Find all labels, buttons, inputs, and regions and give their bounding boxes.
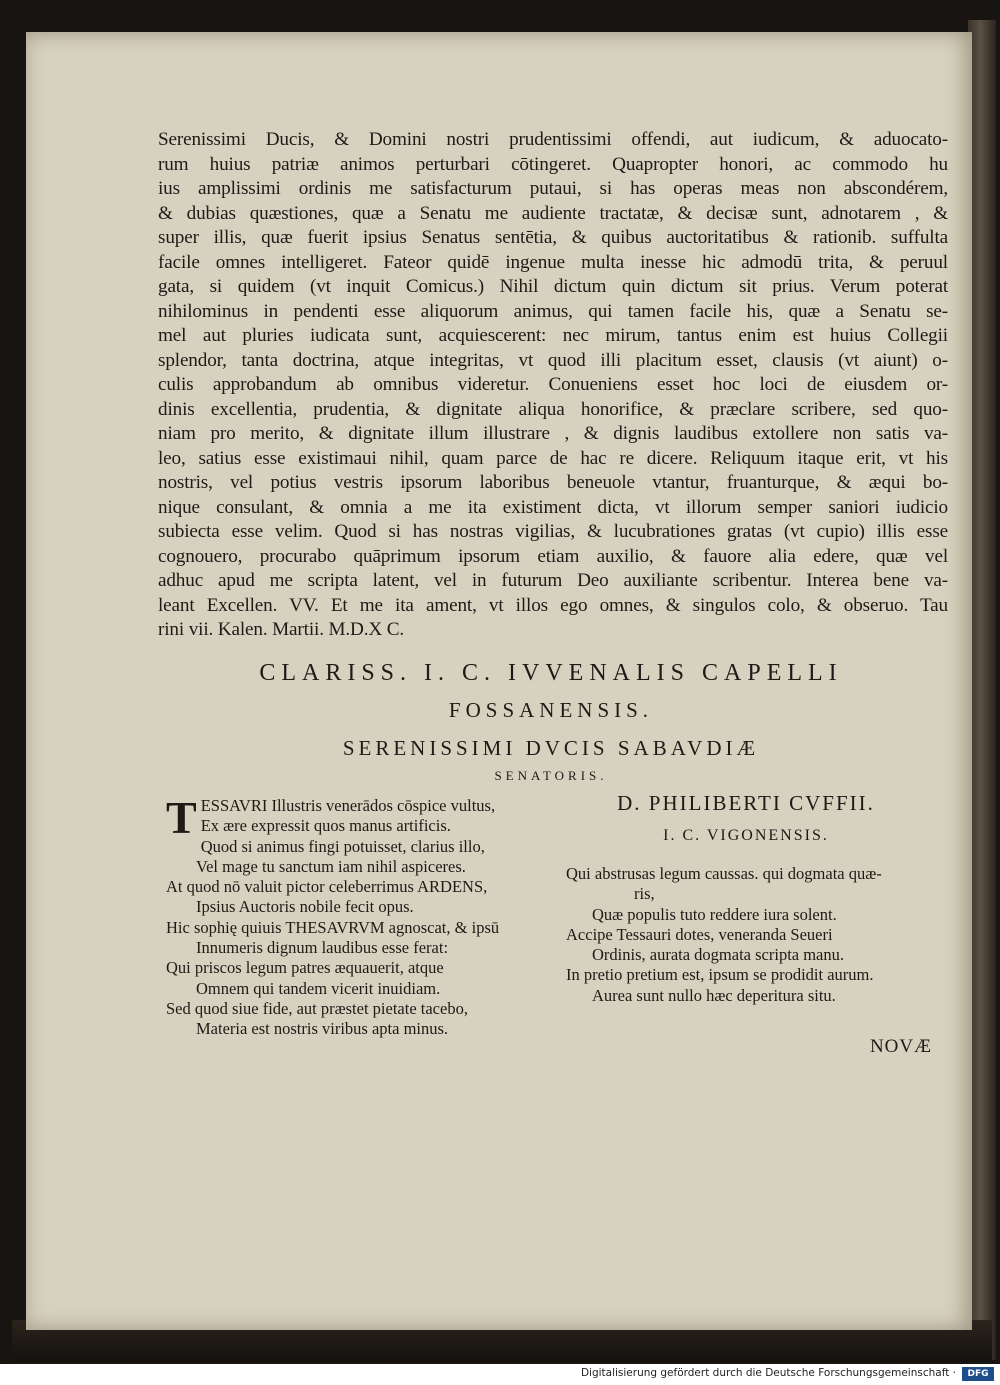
prose-line: splendor, tanta doctrina, atque integritas, vt quod illi placitum esset, clausis (vt aiunt) o- xyxy=(158,349,948,371)
poem-right xyxy=(566,864,936,1006)
prose-line: nostris, vel potius vestris ipsorum laboribus beneuole vtantur, fruanturque, & æqui bo- xyxy=(158,472,948,493)
verse-line: Materia est nostris viribus apta minus. xyxy=(196,1019,449,1039)
poem-right-subtitle: I. C. VIGONENSIS. xyxy=(663,827,829,844)
prose-line: cognouero, procurabo quāprimum ipsorum etiam auxilio, & fauore alia edere, quæ vel xyxy=(158,545,948,567)
catchword: NOVÆ xyxy=(869,1036,932,1057)
verse-line: Qui abstrusas legum caussas. qui dogmata quæ- xyxy=(566,864,882,883)
prose-line: niam pro merito, & dignitate illum illustrare , & dignis laudibus extollere non satis va- xyxy=(158,423,948,444)
prose-line: gata, si quidem (vt inquit Comicus.) Nihil dictum quin dictum sit prius. Verum poterat xyxy=(158,276,948,297)
prose-line: nihilominus in pendenti esse aliquorum animus, qui tamen facile his, quæ a Senatu se- xyxy=(158,300,948,322)
verse-line: Quæ populis tuto reddere iura solent. xyxy=(592,904,837,924)
verse-line: Qui priscos legum patres æquauerit, atque xyxy=(166,958,444,978)
prose-line: super illis, quæ fuerit ipsius Senatus sentētia, & quibus auctoritatibus & rationib. suffulta xyxy=(158,227,948,248)
poem-heading-title: SERENISSIMI DVCIS SABAVDIÆ xyxy=(342,736,760,760)
verse-line: Ipsius Auctoris nobile fecit opus. xyxy=(196,897,414,917)
prose-line: leant Excellen. VV. Et me ita ament, vt illos ego omnes, & singulos colo, & obseruo. Tau xyxy=(158,594,948,616)
verse-line: Hic sophię quiuis THESAVRVM agnoscat, & ipsū xyxy=(166,917,500,937)
verse-line: Ex ære expressit quos manus artificis. xyxy=(200,816,451,836)
verse-line: Accipe Tessauri dotes, veneranda Seueri xyxy=(566,924,833,944)
verse-line: Ordinis, aurata dogmata scripta manu. xyxy=(592,945,845,965)
prose-line: & dubias quæstiones, quæ a Senatu me audiente tractatæ, & decisæ sunt, adnotarem , & xyxy=(158,202,948,224)
verse-line: In pretio pretium est, ipsum se prodidit aurum. xyxy=(566,965,874,985)
verse-line: ris, xyxy=(634,884,655,904)
prose-line: Serenissimi Ducis, & Domini nostri prudentissimi offendi, aut iudicum, & aduocato- xyxy=(158,129,948,150)
verse-line: Innumeris dignum laudibus esse ferat: xyxy=(196,938,449,958)
document-page xyxy=(26,32,972,1330)
poem-heading-role: SENATORIS. xyxy=(494,768,608,783)
prose-line: adhuc apud me scripta latent, vel in futurum Deo auxiliante scribentur. Interea bene va- xyxy=(158,570,948,591)
poem-heading-origin: FOSSANENSIS. xyxy=(448,698,654,722)
poem-left xyxy=(166,792,566,1040)
verse-line: Sed quod siue fide, aut præstet pietate tacebo, xyxy=(166,998,468,1018)
verse-line: Omnem qui tandem vicerit inuidiam. xyxy=(196,978,441,998)
prose-line: ius amplissimi ordinis me satisfacturum putaui, si has operas meas non abscondérem, xyxy=(158,178,948,199)
digitization-footer xyxy=(0,1364,1000,1385)
book-fore-edge xyxy=(968,20,996,1360)
prose-line: mel aut pluries iudicata sunt, acquiescerent: nec mirum, tantus enim est huius Collegii xyxy=(158,325,948,346)
prose-line: culis approbandum ab omnibus videretur. Conueniens esset hoc loci de eiusdem or- xyxy=(158,374,948,395)
prose-line: subiecta esse velim. Quod si has nostras vigilias, & lucubrationes gratas (vt cupio) illis esse xyxy=(158,521,948,542)
verse-line: Aurea sunt nullo hæc deperitura situ. xyxy=(592,985,836,1005)
funding-notice: Digitalisierung gefördert durch die Deutsche Forschungsgemeinschaft · xyxy=(580,1367,956,1379)
verse-line: Quod si animus fingi potuisset, clarius illo, xyxy=(200,836,485,856)
verse-line: ESSAVRI Illustris venerādos cōspice vultus, xyxy=(200,796,496,815)
verse-line: At quod nō valuit pictor celeberrimus ARDENS, xyxy=(166,877,488,897)
prose-line: nique consulant, & omnia a me ita existiment dicta, vt illorum semper saniori iudicio xyxy=(158,496,948,518)
dfg-logo-icon: DFG xyxy=(962,1367,994,1381)
verse-line: Vel mage tu sanctum iam nihil aspiceres. xyxy=(196,856,466,876)
prose-line: rum huius patriæ animos perturbari cōtingeret. Quapropter honori, ac commodo hu xyxy=(158,153,948,175)
prose-line: facile omnes intelligeret. Fateor quidē ingenue multa inesse hic admodū trita, & peruul xyxy=(158,251,948,273)
poem-heading-author: CLARISS. I. C. IVVENALIS CAPELLI xyxy=(259,660,843,686)
poem-right-title: D. PHILIBERTI CVFFII. xyxy=(617,791,875,815)
prose-line: dinis excellentia, prudentia, & dignitate aliqua honorifice, & præclare scribere, sed quo- xyxy=(158,398,948,420)
prose-line: rini vii. Kalen. Martii. M.D.X C. xyxy=(158,619,405,640)
prose-block xyxy=(158,128,948,643)
drop-cap: T xyxy=(166,792,197,843)
prose-line: leo, satius esse existimaui nihil, quam parce de hac re dicere. Reliquum itaque erit, vt his xyxy=(158,447,948,469)
